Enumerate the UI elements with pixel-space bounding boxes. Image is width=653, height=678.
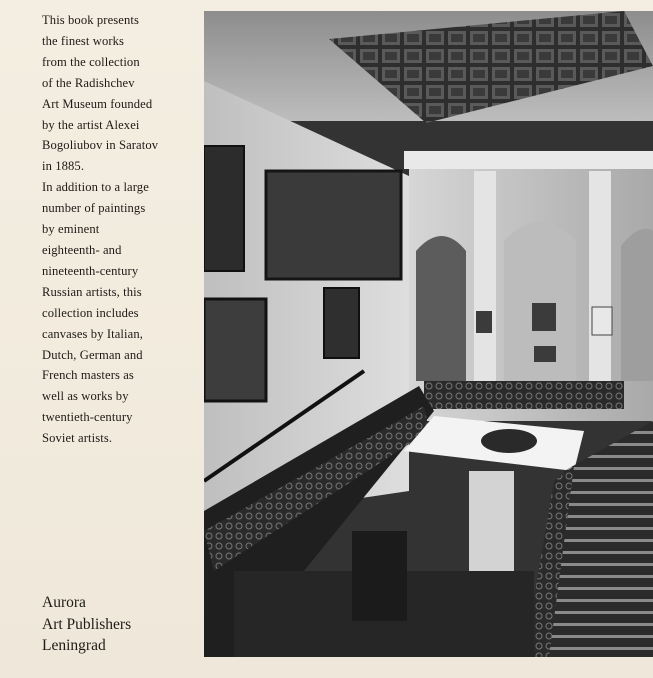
painting <box>324 288 359 358</box>
description-line: collection includes <box>42 305 139 320</box>
description-line: This book presents <box>42 13 139 27</box>
publisher-line: Leningrad <box>42 637 106 654</box>
description-line: in 1885. <box>42 159 85 174</box>
description-line: the finest works <box>42 33 125 48</box>
publisher-imprint <box>42 592 202 657</box>
description-line: twentieth-century <box>42 410 133 425</box>
arch-right <box>621 229 653 381</box>
tapestry-painting <box>266 171 401 279</box>
painting <box>204 146 244 271</box>
description-line: of the Radishchev <box>42 75 135 90</box>
description-line: Bogoliubov in Saratov <box>42 138 159 153</box>
description-line: nineteenth-century <box>42 263 139 278</box>
description-line: eighteenth- and <box>42 242 122 257</box>
small-painting <box>534 346 556 362</box>
landing-ornament <box>481 429 537 453</box>
book-description <box>42 10 202 449</box>
museum-staircase-photo <box>204 11 653 657</box>
gallery-railing <box>424 381 624 409</box>
description-line: by eminent <box>42 222 100 237</box>
description-line: number of paintings <box>42 201 146 216</box>
description-line: French masters as <box>42 368 134 383</box>
arch-left <box>416 236 466 381</box>
description-line: Art Museum founded <box>42 96 153 111</box>
description-line: by the artist Alexei <box>42 117 140 132</box>
photo-illustration <box>204 11 653 657</box>
cornice <box>404 151 653 169</box>
description-line: Dutch, German and <box>42 347 143 362</box>
description-line: canvases by Italian, <box>42 326 143 341</box>
description-line: Russian artists, this <box>42 284 142 299</box>
publisher-line: Art Publishers <box>42 615 132 633</box>
description-line: Soviet artists. <box>42 431 113 446</box>
painting <box>204 299 266 401</box>
publisher-line: Aurora <box>42 594 86 611</box>
description-line: from the collection <box>42 54 140 69</box>
small-painting <box>532 303 556 331</box>
description-line: In addition to a large <box>42 180 149 195</box>
small-painting <box>592 307 612 335</box>
description-line: well as works by <box>42 389 129 404</box>
column <box>474 171 496 401</box>
cabinet <box>352 531 407 621</box>
small-painting <box>476 311 492 333</box>
column <box>589 171 611 401</box>
